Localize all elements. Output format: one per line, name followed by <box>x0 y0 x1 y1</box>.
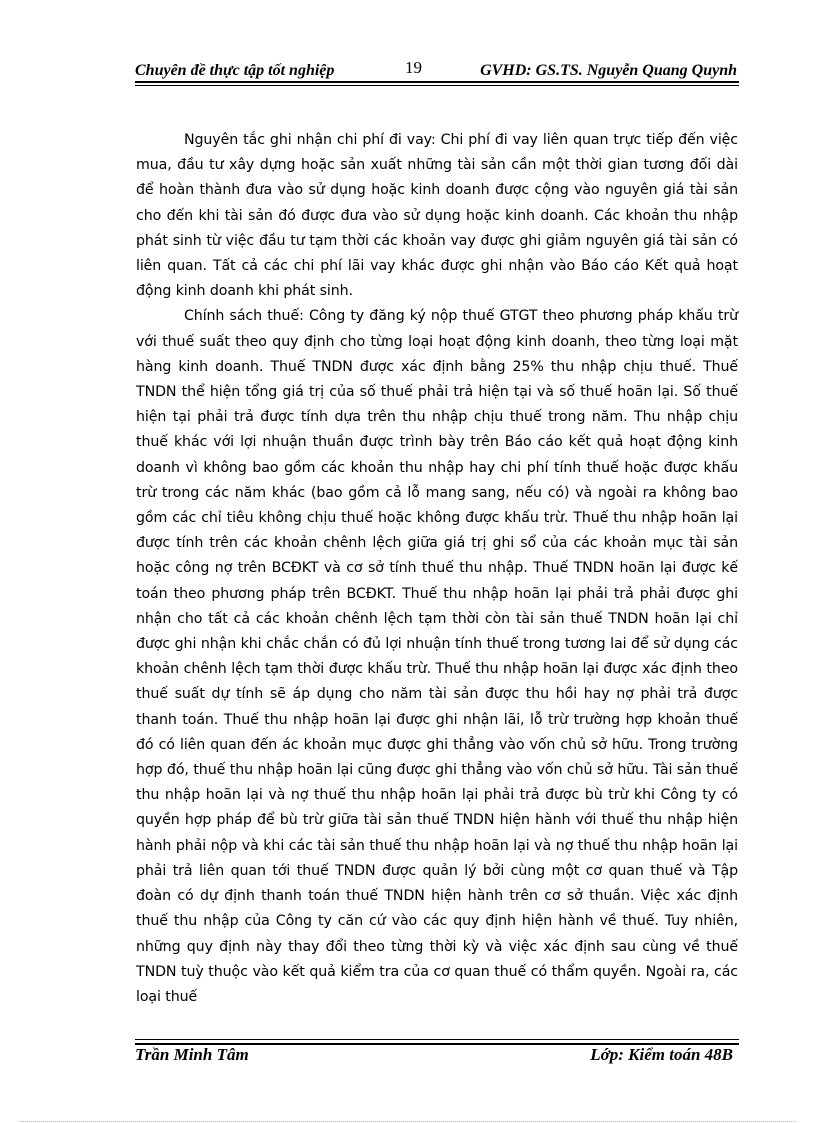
header-rule-thin <box>135 85 739 86</box>
footer-author: Trần Minh Tâm <box>135 1045 249 1064</box>
page-header <box>135 58 739 82</box>
page-footer <box>135 1043 739 1069</box>
page-bottom-separator <box>20 1121 796 1122</box>
header-report-title: Chuyên đề thực tập tốt nghiệp <box>135 62 335 79</box>
footer-rule-thin <box>135 1039 739 1040</box>
document-body <box>136 128 738 1010</box>
page-number: 19 <box>405 58 422 77</box>
paragraph-borrowing-costs: Nguyên tắc ghi nhận chi phí đi vay: Chi phí đi vay liên quan trực tiếp đến việc mua, đầu tư xây dựng hoặc sản xuất những tài sản cần một thời gian tương đối dài để hoàn thành đưa vào sử dụng hoặc kinh doanh được cộng vào nguyên giá tài sản cho đến khi tài sản đó được đưa vào sử dụng hoặc kinh doanh. Các khoản thu nhập phát sinh từ việc đầu tư tạm thời các khoản vay được ghi giảm nguyên giá tài sản có liên quan. Tất cả các chi phí lãi vay khác được ghi nhận vào Báo cáo Kết quả hoạt động kinh doanh khi phát sinh. <box>136 132 738 300</box>
footer-class: Lớp: Kiểm toán 48B <box>590 1045 733 1064</box>
paragraph-tax-policy: Chính sách thuế: Công ty đăng ký nộp thuế GTGT theo phương pháp khấu trừ với thuế suất theo quy định cho từng loại hoạt động kinh doanh, theo từng loại mặt hàng kinh doanh. Thuế TNDN được xác định bằng 25% thu nhập chịu thuế. Thuế TNDN thể hiện tổng giá trị của số thuế phải trả hiện tại và số thuế hoãn lại. Số thuế hiện tại phải trả được tính dựa trên thu nhập chịu thuế trong năm. Thu nhập chịu thuế khác với lợi nhuận thuần được trình bày trên Báo cáo kết quả hoạt động kinh doanh vì không bao gồm các khoản thu nhập hay chi phí tính thuế hoặc được khấu trừ trong các năm khác (bao gồm cả lỗ mang sang, nếu có) và ngoài ra không bao gồm các chỉ tiêu không chịu thuế hoặc không được khấu trừ. Thuế thu nhập hoãn lại được tính trên các khoản chênh lệch giữa giá trị ghi sổ của các khoản mục tài sản hoặc công nợ trên BCĐKT và cơ sở tính thuế thu nhập. Thuế TNDN hoãn lại được kế toán theo phương pháp trên BCĐKT. Thuế thu nhập hoãn lại phải trả phải được ghi nhận cho tất cả các khoản chênh lệch tạm thời còn tài sản thuế TNDN hoãn lại chỉ được ghi nhận khi chắc chắn có đủ lợi nhuận tính thuế trong tương lai để sử dụng các khoản chênh lệch tạm thời được khấu trừ. Thuế thu nhập hoãn lại được xác định theo thuế suất dự tính sẽ áp dụng cho năm tài sản được thu hồi hay nợ phải trả được thanh toán. Thuế thu nhập hoãn lại được ghi nhận lãi, lỗ trừ trường hợp khoản thuế đó có liên quan đến ác khoản mục được ghi thẳng vào vốn chủ sở hữu. Trong trường hợp đó, thuế thu nhập hoãn lại cũng được ghi thẳng vào vốn chủ sở hữu. Tài sản thuế thu nhập hoãn lại và nợ thuế thu nhập hoãn lại phải trả được bù trừ khi Công ty có quyền hợp pháp để bù trừ giữa tài sản thuế TNDN hiện hành với thuế thu nhập hiện hành phải nộp và khi các tài sản thuế thu nhập hoãn lại và nợ thuế thu nhập hoãn lại phải trả liên quan tới thuế TNDN được quản lý bởi cùng một cơ quan thuế và Tập đoàn có dự định thanh toán thuế TNDN hiện hành trên cơ sở thuần. Việc xác định thuế thu nhập của Công ty căn cứ vào các quy định hiện hành về thuế. Tuy nhiên, những quy định này thay đổi theo từng thời kỳ và việc xác định sau cùng về thuế TNDN tuỳ thuộc vào kết quả kiểm tra của cơ quan thuế có thẩm quyền. Ngoài ra, các loại thuế <box>136 308 738 1005</box>
header-rule-thick <box>135 81 739 83</box>
header-supervisor: GVHD: GS.TS. Nguyễn Quang Quynh <box>480 62 737 79</box>
